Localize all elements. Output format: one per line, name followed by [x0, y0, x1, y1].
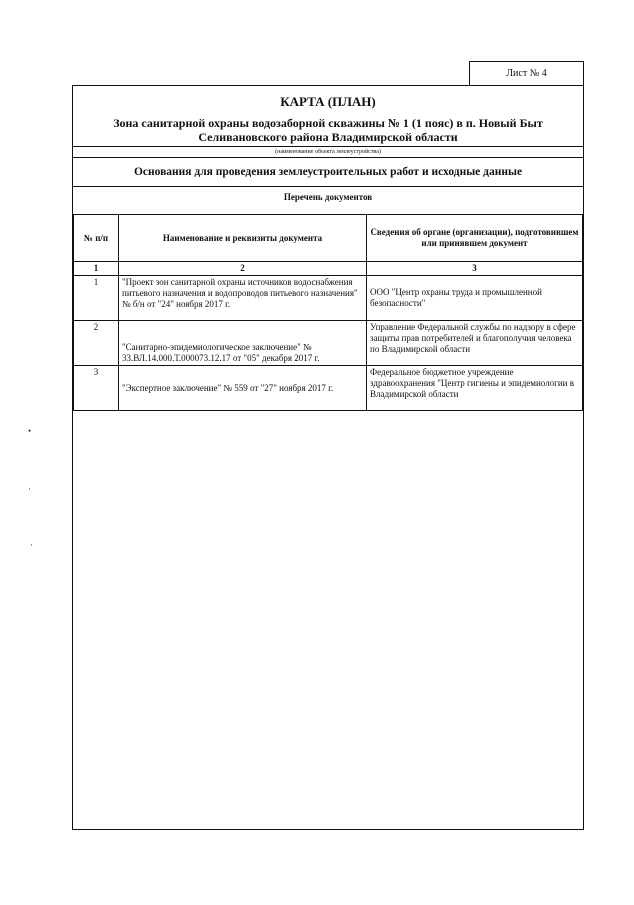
table-row — [74, 321, 583, 366]
section-title: Основания для проведения землеустроительных работ и исходные данные — [133, 166, 523, 178]
scan-speck: · — [28, 484, 31, 494]
header-name: Наименование и реквизиты документа — [119, 215, 367, 262]
sheet-number-box — [469, 61, 584, 85]
scan-speck: · — [30, 540, 33, 550]
document-title: КАРТА (ПЛАН) — [280, 94, 376, 109]
row-doc-name: "Экспертное заключение" № 559 от "27" ноября 2017 г. — [119, 366, 367, 411]
column-number: 2 — [119, 262, 367, 276]
column-numbers-row — [74, 262, 583, 276]
row-doc-name: "Проект зон санитарной охраны источников водоснабжения питьевого назначения и водопроводов питьевого назначения" № б/н от "24" ноября 2017 г. — [119, 276, 367, 321]
documents-table — [73, 214, 583, 411]
row-num: 3 — [74, 366, 119, 411]
row-num: 1 — [74, 276, 119, 321]
table-row — [74, 276, 583, 321]
row-doc-name: "Санитарно-эпидемиологическое заключение" № 33.ВЛ.14.000.Т.000073.12.17 от "05" декабря 2017 г. — [119, 321, 367, 366]
sheet-number: Лист № 4 — [506, 68, 547, 79]
table-header-row — [74, 215, 583, 262]
section-divider — [73, 186, 583, 187]
object-name: Зона санитарной охраны водозаборной скважины № 1 (1 пояс) в п. Новый Быт Селивановского района Владимирской области — [113, 116, 543, 144]
documents-list-title: Перечень документов — [283, 192, 373, 202]
table-row — [74, 366, 583, 411]
document-frame — [72, 85, 584, 830]
row-org: Федеральное бюджетное учреждение здравоохранения "Центр гигиены и эпидемиологии в Владимирской области — [367, 366, 583, 411]
header-org: Сведения об органе (организации), подготовившем или принявшем документ — [367, 215, 583, 262]
column-number: 3 — [367, 262, 583, 276]
object-name-caption: (наименование объекта землеустройства) — [73, 146, 583, 158]
header-num: № п/п — [74, 215, 119, 262]
row-num: 2 — [74, 321, 119, 366]
scan-speck: • — [28, 426, 32, 436]
row-org: Управление Федеральной службы по надзору в сфере защиты прав потребителей и благополучия человека по Владимирской области — [367, 321, 583, 366]
column-number: 1 — [74, 262, 119, 276]
row-org: ООО "Центр охраны труда и промышленной безопасности" — [367, 276, 583, 321]
